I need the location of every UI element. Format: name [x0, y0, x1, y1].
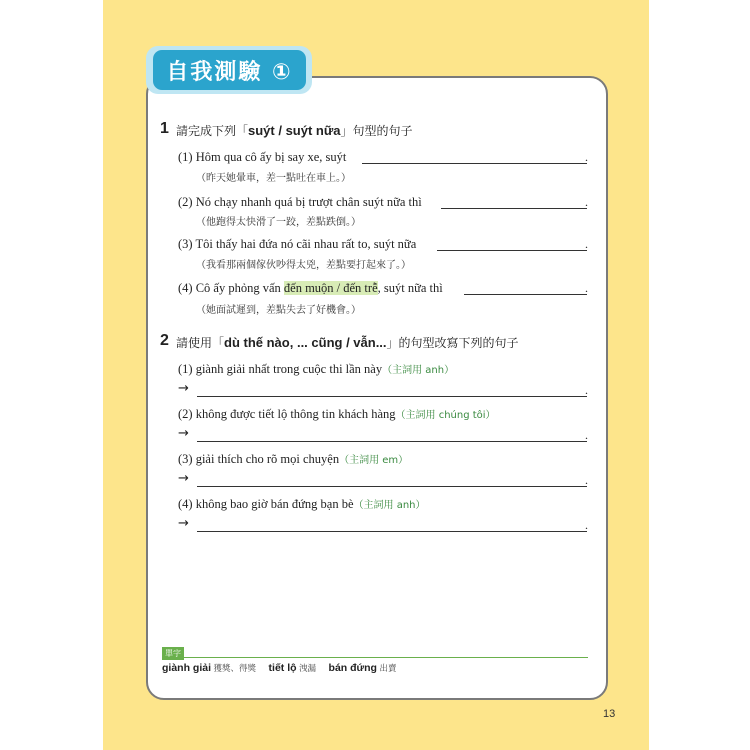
- s2-answer-line-4[interactable]: [197, 531, 587, 532]
- vocab-divider: [162, 657, 588, 658]
- section-1-number: 1: [160, 120, 169, 137]
- arrow-icon: →: [178, 381, 189, 396]
- s1-question-3: (3) Tôi thấy hai đứa nó cãi nhau rất to, suýt nữa: [178, 237, 417, 251]
- arrow-icon: →: [178, 471, 189, 486]
- period: .: [585, 518, 588, 532]
- arrow-icon: →: [178, 426, 189, 441]
- s1-answer-line-1[interactable]: [362, 163, 587, 164]
- period: .: [585, 195, 588, 209]
- period: .: [585, 473, 588, 487]
- vocab-meaning: 獲獎、得獎: [213, 664, 257, 674]
- s2-question-4: (4) không bao giờ bán đứng bạn bè（主詞用 anh）: [178, 497, 426, 511]
- s1-question-2: (2) Nó chạy nhanh quá bị trượt chân suýt nữa thì: [178, 195, 422, 209]
- s2-answer-line-3[interactable]: [197, 486, 587, 487]
- s1-question-1: (1) Hôm qua cô ấy bị say xe, suýt: [178, 150, 347, 164]
- vocab-list: [162, 662, 407, 674]
- period: .: [585, 281, 588, 295]
- period: .: [585, 428, 588, 442]
- section-2-instruction: 請使用「dù thế nào, ... cũng / vẫn...」的句型改寫下列的句子: [176, 335, 519, 350]
- vocab-meaning: 出賣: [379, 664, 397, 674]
- s1-answer-line-4[interactable]: [464, 294, 587, 295]
- period: .: [585, 237, 588, 251]
- s2-question-2: (2) không được tiết lộ thông tin khách hàng（主詞用 chúng tôi）: [178, 407, 496, 421]
- period: .: [585, 383, 588, 397]
- page-title: 自我測驗 ①: [153, 50, 306, 90]
- section-2-number: 2: [160, 332, 169, 349]
- s2-question-1: (1) giành giải nhất trong cuộc thi lần này（主詞用 anh）: [178, 362, 455, 376]
- s1-translation-3: （我看那兩個傢伙吵得太兇，差點要打起來了。）: [196, 260, 411, 271]
- arrow-icon: →: [178, 516, 189, 531]
- s1-translation-2: （他跑得太快滑了一跤，差點跌倒。）: [196, 217, 361, 228]
- page-number: 13: [603, 708, 616, 720]
- s2-question-3: (3) giải thích cho rõ mọi chuyện（主詞用 em）: [178, 452, 409, 466]
- s1-question-4: (4) Cô ấy phỏng vấn đến muộn / đến trễ, suýt nữa thì: [178, 281, 443, 295]
- vocab-word: tiết lộ: [268, 662, 297, 674]
- section-1-instruction: 請完成下列「suýt / suýt nữa」句型的句子: [176, 123, 413, 138]
- highlighted-phrase: đến muộn / đến trễ: [283, 281, 378, 295]
- period: .: [585, 150, 588, 164]
- s1-answer-line-3[interactable]: [437, 250, 587, 251]
- s2-answer-line-1[interactable]: [197, 396, 587, 397]
- vocab-tag: 單字: [162, 647, 184, 660]
- vocab-word: bán đứng: [328, 662, 377, 674]
- vocab-meaning: 洩漏: [299, 664, 317, 674]
- s1-translation-4: （她面試遲到，差點失去了好機會。）: [196, 305, 361, 316]
- s2-answer-line-2[interactable]: [197, 441, 587, 442]
- s1-answer-line-2[interactable]: [441, 208, 587, 209]
- vocab-word: giành giải: [162, 662, 212, 674]
- s1-translation-1: （昨天她暈車，差一點吐在車上。）: [196, 173, 351, 184]
